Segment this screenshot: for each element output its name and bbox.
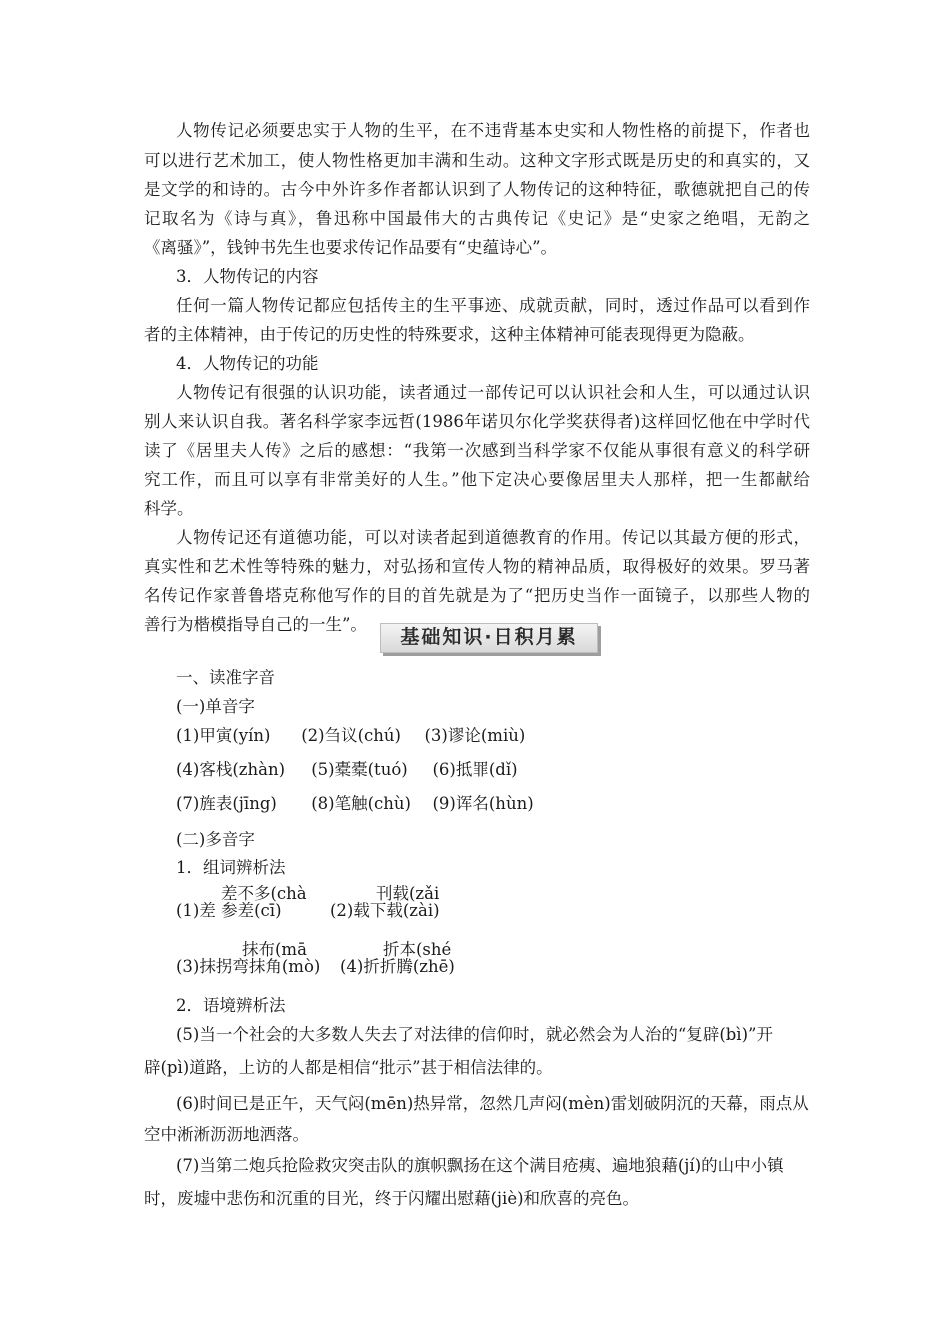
p4-line-2: 真实性和艺术性等特殊的魅力，对弘扬和宣传人物的精神品质，取得极好的效果。罗马著 <box>144 557 810 576</box>
item-8 <box>311 794 427 814</box>
item-1-char: 寅 <box>215 726 233 745</box>
s6-line-2: 空中淅淅沥沥地洒落。 <box>144 1125 309 1144</box>
s7-text-c: 时，废墟中悲伤和沉重的目光，终于闪耀出慰 <box>144 1189 474 1208</box>
p3-line-4: 究工作，而且可以享有非常美好的人生。”他下定决心要像居里夫人那样，把一生都献给 <box>144 470 810 489</box>
p1-line-2: 可以进行艺术加工，使人物性格更加丰满和生动。这种文字形式既是历史的和真实的，又 <box>144 151 810 170</box>
item-3-pre: (3) <box>424 726 448 745</box>
s6-line-1 <box>176 1094 810 1114</box>
s7-line-2 <box>144 1189 810 1209</box>
item-4-pre: (4)客 <box>176 760 216 779</box>
s5-text-b: (bì)”开 <box>719 1025 773 1044</box>
p2-line-2: 者的主体精神，由于传记的历史性的特殊要求，这种主体精神可能表现得更为隐蔽。 <box>144 325 755 344</box>
s6-text-b: (mēn)热异常，忽然几声 <box>364 1094 546 1113</box>
s7-char-2: 藉 <box>474 1189 491 1208</box>
s5-text-a: (5)当一个社会的大多数人失去了对法律的信仰时，就必然会为人治的“复 <box>176 1025 703 1044</box>
heading-function: 4．人物传记的功能 <box>176 354 319 373</box>
item-5 <box>311 760 427 780</box>
item-1-post: (yín) <box>232 726 271 745</box>
item-4 <box>176 760 306 780</box>
heading-content: 3．人物传记的内容 <box>176 267 319 286</box>
single-row-2 <box>176 760 810 780</box>
s5-line-2 <box>144 1058 810 1078</box>
p4-line-3: 名传记作家普鲁塔克称他写作的目的首先就是为了“把历史当作一面镜子，以那些人物的 <box>144 586 810 605</box>
g1-upper-1: 差不多(chà <box>221 884 307 903</box>
s5-text-c: (pì)道路，上访的人都是相信“批示”甚于相信法律的。 <box>160 1058 553 1077</box>
p1-line-1: 人物传记必须要忠实于人物的生平，在不违背基本史实和人物性格的前提下，作者也 <box>176 121 810 140</box>
p4-line-4: 善行为楷模指导自己的一生”。 <box>144 615 367 634</box>
item-3 <box>425 726 526 746</box>
item-9 <box>433 794 534 814</box>
p4-line-1: 人物传记还有道德功能，可以对读者起到道德教育的作用。传记以其最方便的形式， <box>176 528 810 547</box>
item-5-post: 橐(tuó) <box>351 760 408 779</box>
item-6-post: 罪(dǐ) <box>472 760 518 779</box>
p3-line-3: 读了《居里夫人传》之后的感想：“我第一次感到当科学家不仅能从事很有意义的科学研 <box>144 441 810 460</box>
s7-text-b: (jí)的山中小镇 <box>677 1156 784 1175</box>
item-3-char: 谬 <box>447 726 465 745</box>
g2-lower-1: (3)抹拐弯抹角(mò) <box>176 957 321 976</box>
s7-text-d: (jiè)和欣喜的亮色。 <box>490 1189 640 1208</box>
item-2-char: 刍 <box>324 726 342 745</box>
p1-line-5: 《离骚》”，钱钟书先生也要求传记作品要有“史蕴诗心”。 <box>144 238 558 257</box>
item-8-char: 触 <box>351 794 368 813</box>
sub-multi-sound: (二)多音字 <box>176 830 255 849</box>
p1-line-4: 记取名为《诗与真》，鲁迅称中国最伟大的古典传记《史记》是“史家之绝唱，无韵之 <box>144 209 810 228</box>
g1-lower-1: (1)差 参差(cī) <box>176 901 282 920</box>
banner-title: 基础知识·日积月累 <box>400 626 578 648</box>
item-6-pre: (6) <box>432 760 456 779</box>
s5-line-1 <box>176 1025 810 1045</box>
item-1 <box>176 726 296 746</box>
item-4-post: (zhàn) <box>232 760 286 779</box>
item-6 <box>433 760 518 780</box>
p2-line-1: 任何一篇人物传记都应包括传主的生平事迹、成就贡献，同时，透过作品可以看到作 <box>176 296 810 315</box>
g1-lower-2: (2)载下载(zài) <box>330 901 440 920</box>
p1-line-3: 是文学的和诗的。古今中外许多作者都认识到了人物传记的这种特征，歌德就把自己的传 <box>144 180 810 199</box>
sub-single-sound: (一)单音字 <box>176 697 255 716</box>
item-7-pre: (7) <box>176 794 200 813</box>
item-6-char: 抵 <box>455 760 473 779</box>
item-7-char: 旌 <box>199 794 216 813</box>
s6-char-2: 闷 <box>545 1094 562 1113</box>
item-1-pre: (1)甲 <box>176 726 216 745</box>
p3-line-1: 人物传记有很强的认识功能，读者通过一部传记可以认识社会和人生，可以通过认识 <box>176 383 810 402</box>
section-banner <box>380 623 602 657</box>
s6-char-1: 闷 <box>347 1094 365 1113</box>
s7-char-1: 藉 <box>661 1156 678 1175</box>
item-4-char: 栈 <box>215 760 233 779</box>
item-7-post: 表(jīng) <box>215 794 277 813</box>
method-1: 1．组词辨析法 <box>176 858 286 877</box>
single-row-3 <box>176 794 810 814</box>
s5-char-2: 辟 <box>144 1058 161 1077</box>
item-2-pre: (2) <box>301 726 325 745</box>
item-9-pre: (9) <box>432 794 456 813</box>
method-2: 2．语境辨析法 <box>176 996 286 1015</box>
s5-char-1: 辟 <box>702 1025 720 1044</box>
p3-line-2: 别人来认识自我。著名科学家李远哲(1986年诺贝尔化学奖获得者)这样回忆他在中学时代 <box>144 412 810 431</box>
single-row-1 <box>176 726 810 746</box>
item-7 <box>176 794 306 814</box>
g2-upper-1: 抹布(mā <box>242 940 307 959</box>
item-2 <box>301 726 419 746</box>
g2-lower-2: (4)折折腾(zhē) <box>340 957 455 976</box>
s7-text-a: (7)当第二炮兵抢险救灾突击队的旗帜飘扬在这个满目疮痍、遍地狼 <box>176 1156 662 1175</box>
item-5-char: 橐 <box>334 760 352 779</box>
item-5-pre: (5) <box>311 760 335 779</box>
g1-upper-2: 刊载(zǎi <box>376 884 440 903</box>
item-9-char: 诨 <box>455 794 473 813</box>
item-9-post: 名(hùn) <box>472 794 534 813</box>
item-2-post: 议(chú) <box>341 726 401 745</box>
section-title: 一、读准字音 <box>176 668 275 687</box>
item-8-post: (chù) <box>367 794 411 813</box>
s7-line-1 <box>176 1156 810 1176</box>
item-8-pre: (8)笔 <box>311 794 352 813</box>
s6-text-c: (mèn)雷划破阴沉的天幕，雨点从 <box>561 1094 809 1113</box>
g2-upper-2: 折本(shé <box>383 940 452 959</box>
p3-line-5: 科学。 <box>144 499 194 518</box>
item-3-post: 论(miù) <box>464 726 526 745</box>
s6-text-a: (6)时间已是正午，天气 <box>176 1094 348 1113</box>
